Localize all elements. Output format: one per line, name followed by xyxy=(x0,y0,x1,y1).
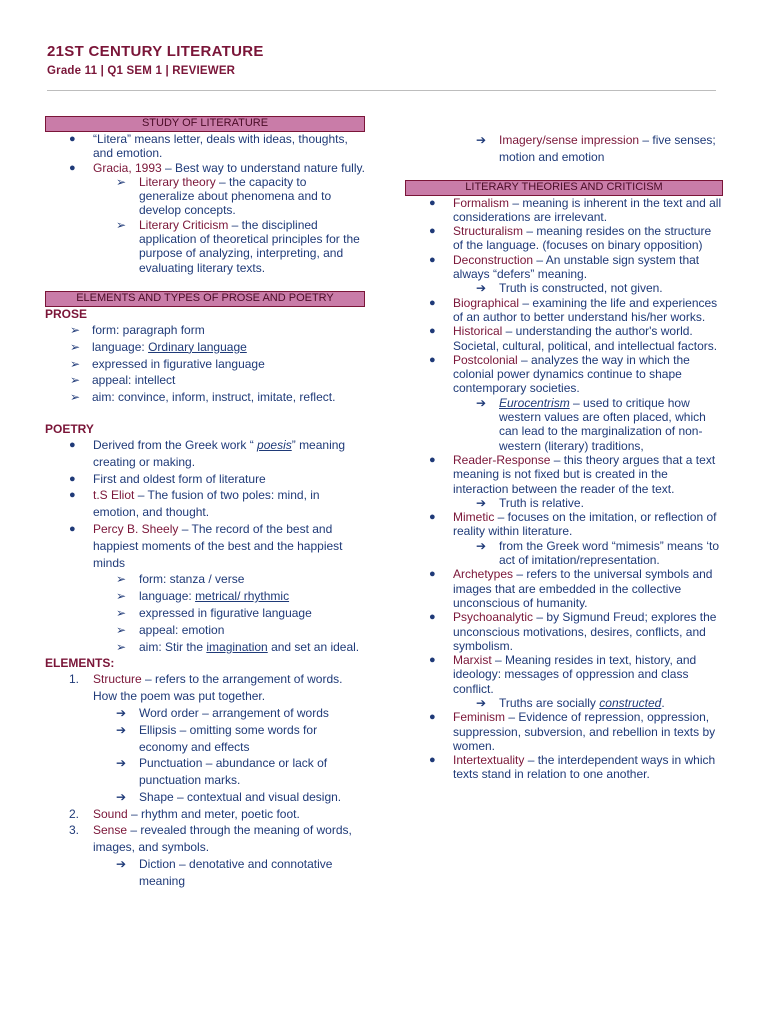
list-item-text: aim: convince, inform, instruct, imitate, reflect. xyxy=(92,390,336,405)
underlined-text: Ordinary language xyxy=(148,339,247,354)
list-item xyxy=(45,218,365,275)
bullet-icon: ● xyxy=(69,522,76,535)
term-label: Mimetic xyxy=(453,510,495,525)
list-item-text: – understanding the author's world. Societal, cultural, political, and intellectual factors. xyxy=(453,324,718,353)
list-item-text: – the disciplined application of theoretical principles for the purpose of analyzing, interpreting, and evaluating literary texts. xyxy=(139,217,360,275)
term-label: Historical xyxy=(453,324,503,339)
arrow-icon: ➔ xyxy=(116,789,127,804)
term-label: Sense xyxy=(93,823,128,838)
list-item-text: aim: Stir the xyxy=(139,639,207,654)
bullet-icon: ● xyxy=(429,654,436,667)
list-item-text: appeal: intellect xyxy=(92,373,176,388)
list-item-text: language: xyxy=(92,339,149,354)
list-item xyxy=(45,856,365,890)
triangle-bullet-icon: ➢ xyxy=(70,322,81,337)
list-item xyxy=(45,789,365,806)
list-item-text: expressed in figurative language xyxy=(139,605,312,620)
list-number: 2. xyxy=(69,806,80,821)
list-item xyxy=(45,437,365,471)
list-item-text: Truth is relative. xyxy=(499,495,584,510)
arrow-icon: ➔ xyxy=(116,857,127,872)
list-item-text: – rhythm and meter, poetic foot. xyxy=(127,806,300,821)
list-item xyxy=(45,339,365,356)
list-item xyxy=(45,521,365,571)
bullet-icon: ● xyxy=(429,711,436,724)
theory-historical xyxy=(405,324,723,353)
bullet-icon: ● xyxy=(429,611,436,624)
arrow-icon: ➔ xyxy=(476,538,487,553)
list-item xyxy=(405,396,723,453)
list-item-text: – the capacity to generalize about phenomena and to develop concepts. xyxy=(139,174,332,218)
section-header-study: STUDY OF LITERATURE xyxy=(45,116,365,132)
list-item-text: – Meaning resides in text, history, and ideology: messages of oppression and class conflict. xyxy=(453,653,697,696)
term-label: Sound xyxy=(93,806,128,821)
term-label: Intertextuality xyxy=(453,753,525,768)
arrow-icon: ➔ xyxy=(476,395,487,410)
triangle-bullet-icon: ➢ xyxy=(116,639,127,654)
list-item xyxy=(45,471,365,488)
section-header-elements-types: ELEMENTS AND TYPES OF PROSE AND POETRY xyxy=(45,291,365,307)
list-item xyxy=(45,605,365,622)
list-item-text: Word order – arrangement of words xyxy=(139,705,329,720)
list-item-text: Truths are socially xyxy=(499,695,600,710)
list-item xyxy=(45,175,365,218)
theory-formalism xyxy=(405,196,723,225)
theory-mimetic xyxy=(405,510,723,539)
list-item-text: – the interdependent ways in which texts stand in relation to one another. xyxy=(453,753,716,782)
theory-feminism xyxy=(405,710,723,753)
bullet-icon: ● xyxy=(429,568,436,581)
list-item xyxy=(45,722,365,756)
list-item xyxy=(45,806,365,823)
list-item-text: – Evidence of repression, oppression, suppression, subversion, and rebellion in texts by women. xyxy=(453,710,716,753)
list-item xyxy=(405,281,723,295)
list-item-text: – revealed through the meaning of words, images, and symbols. xyxy=(93,823,352,855)
bullet-icon: ● xyxy=(69,133,76,145)
bullet-icon: ● xyxy=(429,511,436,524)
triangle-bullet-icon: ➢ xyxy=(116,605,127,620)
theory-intertextuality xyxy=(405,753,723,782)
theory-reader-response xyxy=(405,453,723,496)
term-label: Psychoanalytic xyxy=(453,610,534,625)
triangle-bullet-icon: ➢ xyxy=(70,373,81,388)
triangle-bullet-icon: ➢ xyxy=(116,589,127,604)
triangle-bullet-icon: ➢ xyxy=(70,339,81,354)
term-label: Formalism xyxy=(453,195,509,210)
theory-biographical xyxy=(405,296,723,325)
list-item xyxy=(45,639,365,656)
list-item-text: – by Sigmund Freud; explores the unconscious motivations, desires, conflicts, and symbolism. xyxy=(453,610,717,653)
triangle-bullet-icon: ➢ xyxy=(116,217,127,232)
list-item-text: ” meaning creating or making. xyxy=(93,437,346,469)
theory-psychoanalytic xyxy=(405,610,723,653)
term-label: Structure xyxy=(93,672,142,687)
term-label: Reader-Response xyxy=(453,452,551,467)
list-item-text: First and oldest form of literature xyxy=(93,471,266,486)
list-item-text: form: paragraph form xyxy=(92,322,205,337)
header-divider xyxy=(47,90,716,91)
elements-list xyxy=(45,671,365,889)
term-label: Postcolonial xyxy=(453,352,518,367)
list-item-text: – The fusion of two poles: mind, in emotion, and thought. xyxy=(93,488,320,520)
triangle-bullet-icon: ➢ xyxy=(116,174,127,189)
list-item-text: – meaning is inherent in the text and all considerations are irrelevant. xyxy=(453,195,722,224)
list-item-text: – The record of the best and happiest moments of the best and the happiest minds xyxy=(93,521,343,570)
term-label: Percy B. Sheely xyxy=(93,521,179,536)
theory-deconstruction xyxy=(405,253,723,282)
bullet-icon: ● xyxy=(69,438,76,451)
term-label: Archetypes xyxy=(453,567,514,582)
list-item-text: . xyxy=(661,695,665,710)
bullet-icon: ● xyxy=(429,196,436,209)
list-item xyxy=(45,822,365,856)
list-item-text: language: xyxy=(139,589,196,604)
list-item-text: appeal: emotion xyxy=(139,622,225,637)
list-item-text: Ellipsis – omitting some words for economy and effects xyxy=(139,722,318,754)
list-item-text: Diction – denotative and connotative meaning xyxy=(139,857,333,888)
arrow-icon: ➔ xyxy=(476,495,487,510)
term-label: Structuralism xyxy=(453,224,524,239)
list-item-text: expressed in figurative language xyxy=(92,356,265,371)
bullet-icon: ● xyxy=(69,472,76,485)
elements-heading: ELEMENTS: xyxy=(45,656,115,671)
triangle-bullet-icon: ➢ xyxy=(70,390,81,405)
list-item xyxy=(45,389,365,406)
term-label: Imagery/sense impression xyxy=(499,133,640,147)
theory-marxist xyxy=(405,653,723,696)
right-column xyxy=(405,132,723,782)
list-item xyxy=(45,132,365,161)
theory-postcolonial xyxy=(405,353,723,396)
list-item-text: Truth is constructed, not given. xyxy=(499,281,663,296)
list-item-text: – refers to the arrangement of words. How the poem was put together. xyxy=(93,672,343,704)
list-item-text: – refers to the universal symbols and images that are embedded in the collective unconscious of humanity. xyxy=(453,567,713,610)
theory-archetypes xyxy=(405,567,723,610)
term-label: Feminism xyxy=(453,710,506,725)
list-item-text: – used to critique how western values are often placed, which can lead to the marginalization of non-western (literary) traditions, xyxy=(499,395,706,453)
list-item-text: and set an ideal. xyxy=(267,639,360,654)
underlined-text: Eurocentrism xyxy=(499,395,570,410)
list-item-text: Shape – contextual and visual design. xyxy=(139,789,342,804)
list-item xyxy=(45,372,365,389)
term-label: Literary theory xyxy=(139,174,216,189)
term-label: Marxist xyxy=(453,653,492,668)
bullet-icon: ● xyxy=(429,353,436,366)
prose-list xyxy=(45,322,365,406)
list-item xyxy=(45,161,365,175)
list-item-text: from the Greek word “mimesis” means ‘to act of imitation/representation. xyxy=(499,538,720,568)
list-item-text: – Best way to understand nature fully. xyxy=(161,160,365,175)
term-label: Literary Criticism xyxy=(139,217,229,232)
bullet-icon: ● xyxy=(429,225,436,238)
list-item xyxy=(405,496,723,510)
theory-structuralism xyxy=(405,224,723,253)
list-item xyxy=(405,132,723,166)
list-item xyxy=(45,622,365,639)
list-item-text: – this theory argues that a text meaning is not fixed but is created in the interaction between the reader of the text. xyxy=(453,452,716,496)
list-item xyxy=(45,588,365,605)
list-item xyxy=(45,322,365,339)
list-item-text: “Litera” means letter, deals with ideas, thoughts, and emotion. xyxy=(93,132,348,161)
prose-heading: PROSE xyxy=(45,306,88,321)
section-header-theories: LITERARY THEORIES AND CRITICISM xyxy=(405,180,723,196)
bullet-icon: ● xyxy=(69,161,76,174)
term-label: Biographical xyxy=(453,295,520,310)
arrow-icon: ➔ xyxy=(476,695,487,710)
list-item-text: – examining the life and experiences of an author to better understand his/her works. xyxy=(453,295,718,324)
underlined-text: constructed xyxy=(599,695,662,710)
list-item-text: Derived from the Greek work “ xyxy=(93,437,258,452)
list-item-text: – An unstable sign system that always “defers” meaning. xyxy=(453,252,700,282)
list-item xyxy=(45,755,365,789)
list-item-text: Punctuation – abundance or lack of punctuation marks. xyxy=(139,756,328,788)
underlined-text: metrical/ rhythmic xyxy=(195,589,290,604)
list-item-text: – meaning resides on the structure of the language. (focuses on binary opposition) xyxy=(453,224,712,253)
left-column xyxy=(45,116,365,890)
list-item xyxy=(405,696,723,710)
triangle-bullet-icon: ➢ xyxy=(116,572,127,587)
bullet-icon: ● xyxy=(429,253,436,266)
underlined-text: imagination xyxy=(206,639,268,654)
arrow-icon: ➔ xyxy=(116,705,127,720)
list-item xyxy=(45,705,365,722)
bullet-icon: ● xyxy=(429,453,436,466)
list-item xyxy=(45,356,365,373)
triangle-bullet-icon: ➢ xyxy=(116,622,127,637)
document-title: 21ST CENTURY LITERATURE xyxy=(47,43,264,60)
underlined-text: poesis xyxy=(257,437,292,452)
list-item-text: form: stanza / verse xyxy=(139,572,245,587)
bullet-icon: ● xyxy=(69,489,76,502)
arrow-icon: ➔ xyxy=(116,756,127,771)
list-item xyxy=(405,539,723,568)
list-item xyxy=(45,671,365,705)
triangle-bullet-icon: ➢ xyxy=(70,356,81,371)
list-number: 1. xyxy=(69,672,80,687)
list-number: 3. xyxy=(69,823,80,838)
arrow-icon: ➔ xyxy=(476,281,487,296)
arrow-icon: ➔ xyxy=(116,722,127,737)
term-label: Deconstruction xyxy=(453,252,534,267)
bullet-icon: ● xyxy=(429,296,436,309)
list-item xyxy=(45,487,365,521)
list-item-text: – five senses; motion and emotion xyxy=(499,133,716,164)
list-item-text: – focuses on the imitation, or reflection of reality within literature. xyxy=(453,510,717,539)
arrow-icon: ➔ xyxy=(476,133,487,147)
bullet-icon: ● xyxy=(429,754,436,767)
term-label: Gracia, 1993 xyxy=(93,160,162,175)
list-item xyxy=(45,571,365,588)
document-subtitle: Grade 11 | Q1 SEM 1 | REVIEWER xyxy=(47,65,236,77)
bullet-icon: ● xyxy=(429,325,436,338)
list-item-text: – analyzes the way in which the colonial power dynamics continue to shape contemporary societies. xyxy=(453,352,690,396)
poetry-list xyxy=(45,437,365,655)
term-label: t.S Eliot xyxy=(93,488,135,503)
poetry-heading: POETRY xyxy=(45,421,94,436)
